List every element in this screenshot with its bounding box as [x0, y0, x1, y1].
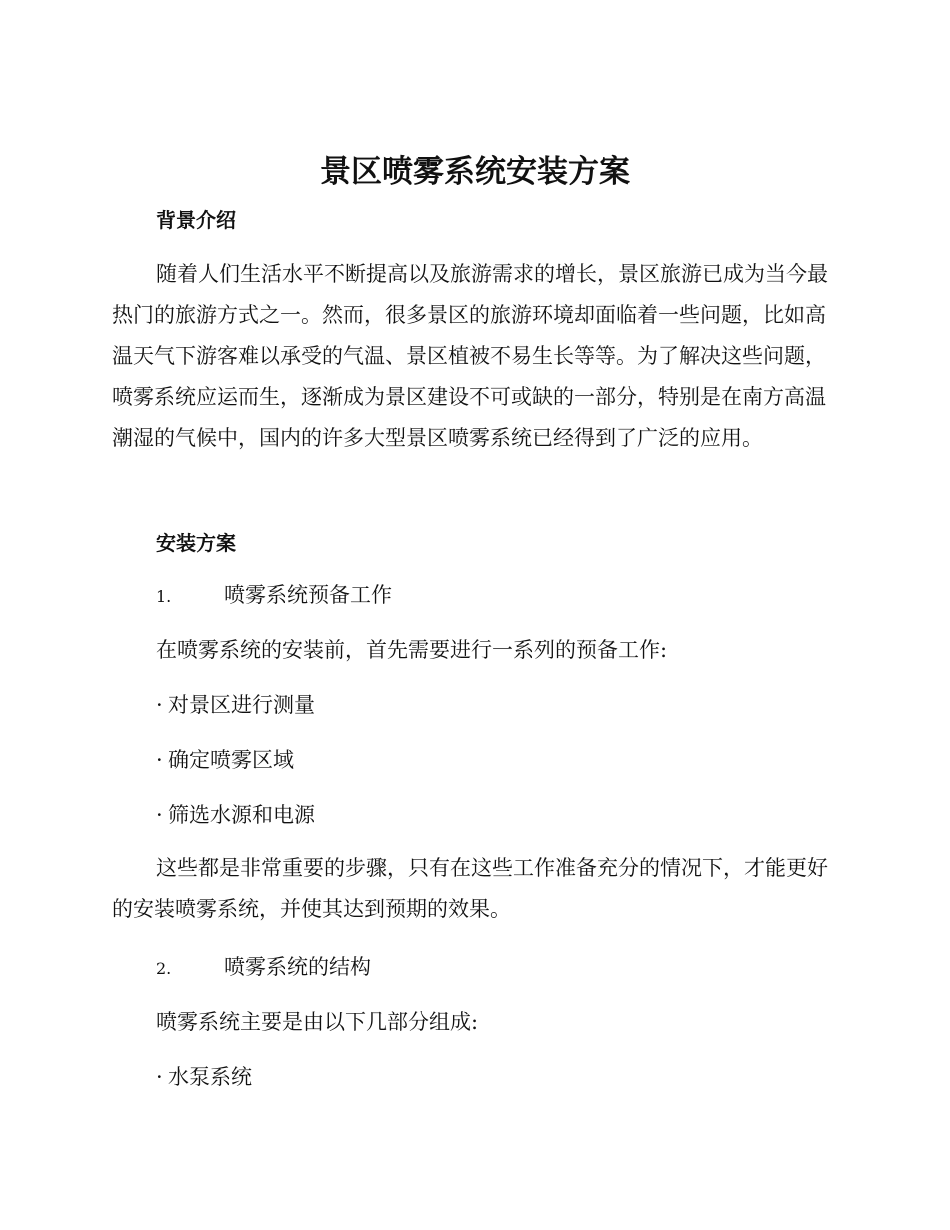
document-title: 景区喷雾系统安装方案	[320, 154, 630, 190]
background-paragraph: 随着人们生活水平不断提高以及旅游需求的增长，景区旅游已成为当今最热门的旅游方式之一。然而，很多景区的旅游环境却面临着一些问题，比如高温天气下游客难以承受的气温、景区植被不易生长等等。为了解决这些问题，喷雾系统应运而生，逐渐成为景区建设不可或缺的一部分，特别是在南方高温潮湿的气候中，国内的许多大型景区喷雾系统已经得到了广泛的应用。	[112, 262, 828, 450]
bullet-marker: ·	[156, 693, 163, 717]
step-2-intro: 喷雾系统主要是由以下几部分组成:	[156, 1010, 479, 1034]
list-item-text: 对景区进行测量	[168, 693, 315, 717]
step-1-heading	[156, 580, 392, 612]
install-heading: 安装方案	[156, 531, 236, 555]
bullet-marker: ·	[156, 803, 163, 827]
step-2-label: 喷雾系统的结构	[224, 955, 371, 979]
background-heading: 背景介绍	[156, 208, 236, 232]
list-item-text: 水泵系统	[168, 1065, 252, 1089]
list-item-text: 筛选水源和电源	[168, 803, 315, 827]
list-item	[156, 745, 294, 775]
list-item	[156, 1062, 252, 1092]
step-1-intro: 在喷雾系统的安装前，首先需要进行一系列的预备工作:	[156, 638, 668, 662]
step-1-number: 1.	[156, 587, 172, 606]
step-1-label: 喷雾系统预备工作	[224, 583, 392, 607]
list-item-text: 确定喷雾区域	[168, 748, 294, 772]
bullet-marker: ·	[156, 748, 163, 772]
step-2-number: 2.	[156, 959, 172, 978]
list-item	[156, 690, 315, 720]
step-2-heading	[156, 952, 371, 984]
list-item	[156, 800, 315, 830]
bullet-marker: ·	[156, 1065, 163, 1089]
step-1-summary: 这些都是非常重要的步骤，只有在这些工作准备充分的情况下，才能更好的安装喷雾系统，并使其达到预期的效果。	[112, 856, 828, 921]
